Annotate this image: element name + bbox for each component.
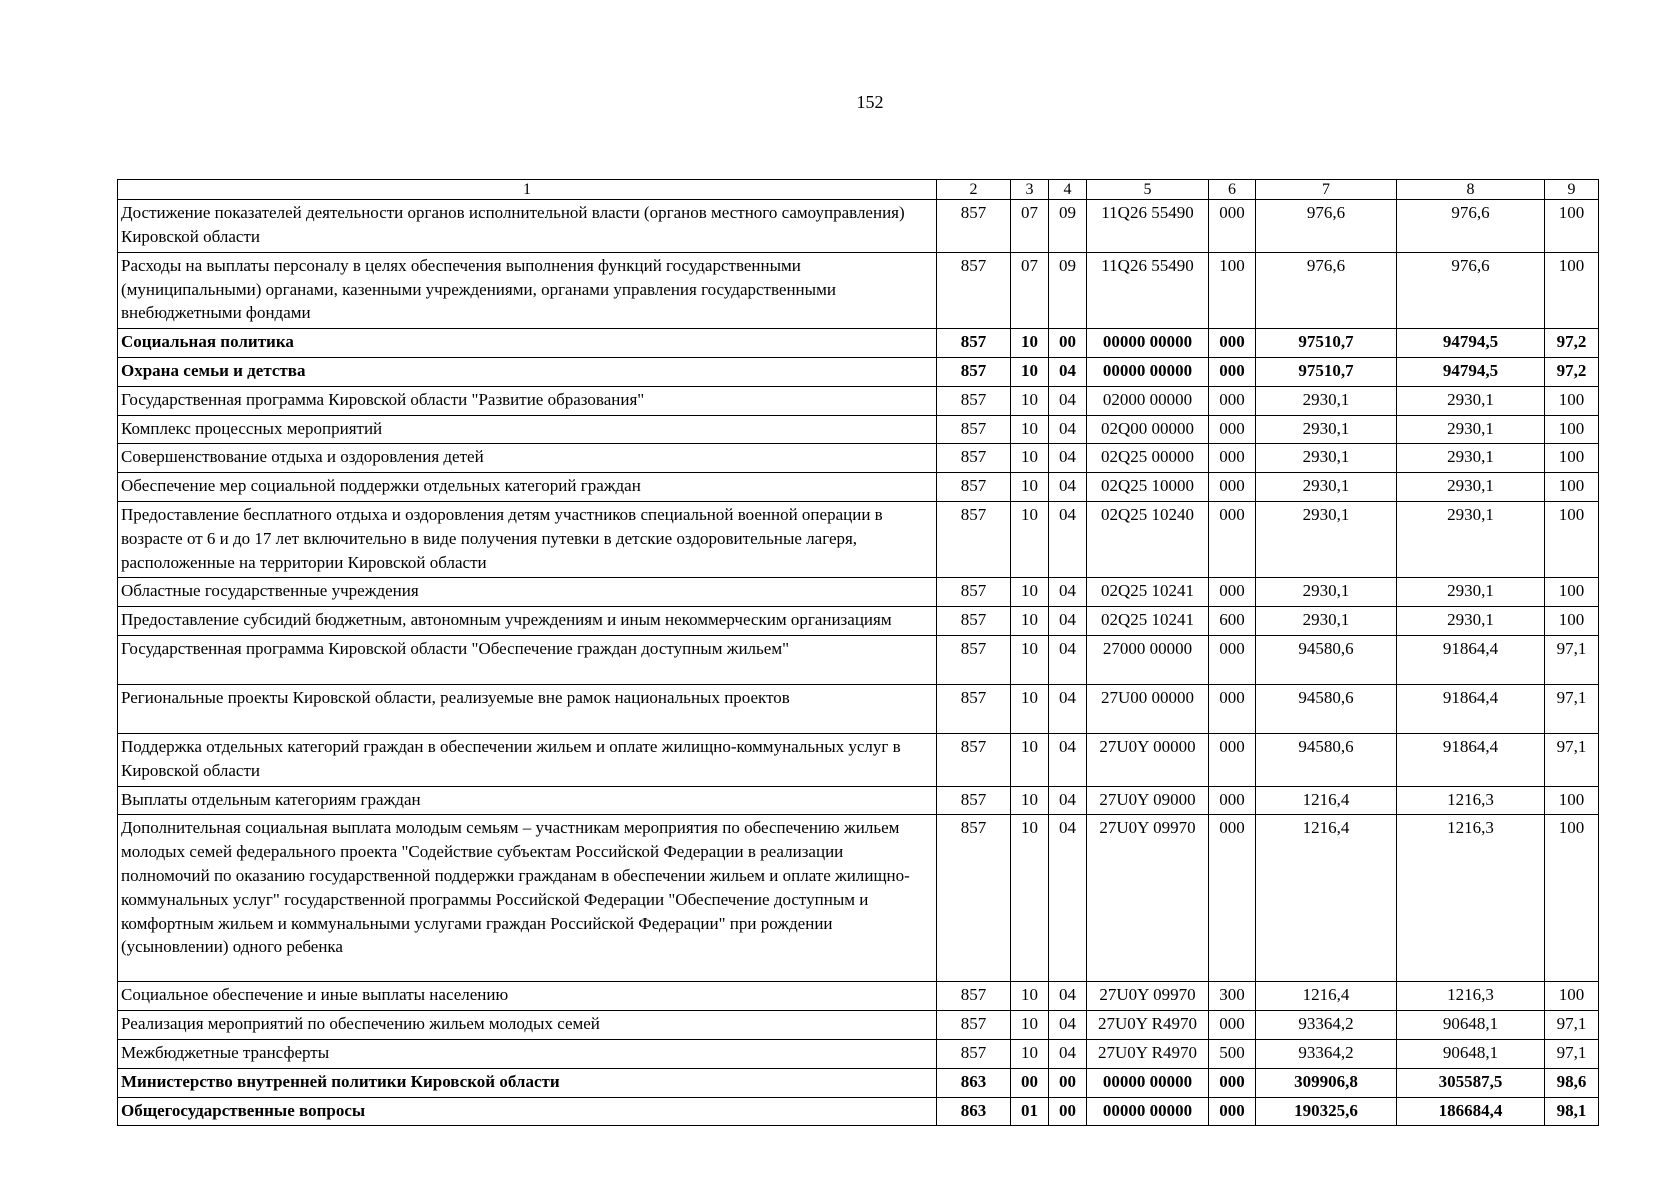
expense-type-cell: 000 [1209, 815, 1256, 982]
subsection-code-cell: 04 [1049, 982, 1087, 1011]
subsection-code-cell: 04 [1049, 473, 1087, 502]
row-name-cell: Общегосударственные вопросы [118, 1097, 937, 1126]
budget-table [117, 179, 1599, 1126]
section-code-cell: 10 [1011, 607, 1049, 636]
table-row [118, 578, 1599, 607]
row-name-cell: Социальное обеспечение и иные выплаты населению [118, 982, 937, 1011]
expense-type-cell: 000 [1209, 200, 1256, 253]
actual-amount-cell: 90648,1 [1397, 1011, 1545, 1040]
percent-executed-cell: 100 [1545, 386, 1599, 415]
actual-amount-cell: 976,6 [1397, 200, 1545, 253]
column-header-5: 5 [1087, 180, 1209, 200]
actual-amount-cell: 305587,5 [1397, 1068, 1545, 1097]
expense-type-cell: 000 [1209, 1068, 1256, 1097]
target-article-cell: 02Q25 00000 [1087, 444, 1209, 473]
section-code-cell: 07 [1011, 252, 1049, 328]
table-row [118, 329, 1599, 358]
table-row [118, 444, 1599, 473]
expense-type-cell: 000 [1209, 1097, 1256, 1126]
subsection-code-cell: 04 [1049, 386, 1087, 415]
section-code-cell: 10 [1011, 684, 1049, 733]
gr-code-cell: 857 [937, 252, 1011, 328]
subsection-code-cell: 04 [1049, 815, 1087, 982]
target-article-cell: 02Q25 10241 [1087, 607, 1209, 636]
row-name-cell: Предоставление бесплатного отдыха и оздоровления детям участников специальной военной операции в возрасте от 6 и до 17 лет включительно в виде получения путевки в детские оздоровительные лагеря, расположенные на территории Кировской области [118, 501, 937, 577]
column-header-4: 4 [1049, 180, 1087, 200]
table-row [118, 733, 1599, 786]
subsection-code-cell: 04 [1049, 578, 1087, 607]
row-name-cell: Совершенствование отдыха и оздоровления детей [118, 444, 937, 473]
column-header-9: 9 [1545, 180, 1599, 200]
column-header-2: 2 [937, 180, 1011, 200]
row-name-cell: Дополнительная социальная выплата молодым семьям – участникам мероприятия по обеспечению жильем молодых семей федерального проекта "Содействие субъектам Российской Федерации в реализации полномочий по оказанию государственной поддержки гражданам в обеспечении жильем и оплате жилищно-коммунальных услуг" государственной программы Российской Федерации "Обеспечение доступным и комфортным жильем и коммунальными услугами граждан Российской Федерации" при рождении (усыновлении) одного ребенка [118, 815, 937, 982]
target-article-cell: 00000 00000 [1087, 1068, 1209, 1097]
target-article-cell: 00000 00000 [1087, 357, 1209, 386]
actual-amount-cell: 94794,5 [1397, 329, 1545, 358]
column-header-8: 8 [1397, 180, 1545, 200]
plan-amount-cell: 2930,1 [1256, 444, 1397, 473]
table-row [118, 473, 1599, 502]
row-name-cell: Охрана семьи и детства [118, 357, 937, 386]
section-code-cell: 01 [1011, 1097, 1049, 1126]
target-article-cell: 02Q25 10240 [1087, 501, 1209, 577]
subsection-code-cell: 04 [1049, 684, 1087, 733]
actual-amount-cell: 2930,1 [1397, 607, 1545, 636]
expense-type-cell: 000 [1209, 733, 1256, 786]
column-header-6: 6 [1209, 180, 1256, 200]
gr-code-cell: 857 [937, 733, 1011, 786]
percent-executed-cell: 98,1 [1545, 1097, 1599, 1126]
row-name-cell: Комплекс процессных мероприятий [118, 415, 937, 444]
table-row [118, 607, 1599, 636]
target-article-cell: 27U0Y R4970 [1087, 1011, 1209, 1040]
expense-type-cell: 000 [1209, 786, 1256, 815]
table-row [118, 415, 1599, 444]
expense-type-cell: 000 [1209, 501, 1256, 577]
plan-amount-cell: 2930,1 [1256, 607, 1397, 636]
section-code-cell: 10 [1011, 415, 1049, 444]
actual-amount-cell: 2930,1 [1397, 444, 1545, 473]
gr-code-cell: 857 [937, 635, 1011, 684]
percent-executed-cell: 100 [1545, 578, 1599, 607]
plan-amount-cell: 94580,6 [1256, 684, 1397, 733]
subsection-code-cell: 04 [1049, 1011, 1087, 1040]
percent-executed-cell: 97,1 [1545, 733, 1599, 786]
gr-code-cell: 857 [937, 357, 1011, 386]
table-row [118, 982, 1599, 1011]
subsection-code-cell: 04 [1049, 357, 1087, 386]
row-name-cell: Обеспечение мер социальной поддержки отдельных категорий граждан [118, 473, 937, 502]
row-name-cell: Предоставление субсидий бюджетным, автономным учреждениям и иным некоммерческим организациям [118, 607, 937, 636]
expense-type-cell: 000 [1209, 357, 1256, 386]
plan-amount-cell: 94580,6 [1256, 733, 1397, 786]
percent-executed-cell: 100 [1545, 415, 1599, 444]
table-row [118, 684, 1599, 733]
table-row [118, 815, 1599, 982]
target-article-cell: 27000 00000 [1087, 635, 1209, 684]
expense-type-cell: 000 [1209, 386, 1256, 415]
actual-amount-cell: 2930,1 [1397, 386, 1545, 415]
plan-amount-cell: 976,6 [1256, 252, 1397, 328]
percent-executed-cell: 100 [1545, 444, 1599, 473]
expense-type-cell: 000 [1209, 1011, 1256, 1040]
target-article-cell: 27U0Y 09970 [1087, 815, 1209, 982]
column-header-1: 1 [118, 180, 937, 200]
target-article-cell: 27U0Y 09000 [1087, 786, 1209, 815]
table-row [118, 1011, 1599, 1040]
column-header-7: 7 [1256, 180, 1397, 200]
percent-executed-cell: 98,6 [1545, 1068, 1599, 1097]
section-code-cell: 10 [1011, 329, 1049, 358]
section-code-cell: 10 [1011, 444, 1049, 473]
section-code-cell: 10 [1011, 786, 1049, 815]
table-row [118, 386, 1599, 415]
section-code-cell: 10 [1011, 815, 1049, 982]
table-row [118, 252, 1599, 328]
gr-code-cell: 857 [937, 501, 1011, 577]
target-article-cell: 02000 00000 [1087, 386, 1209, 415]
target-article-cell: 27U0Y R4970 [1087, 1039, 1209, 1068]
gr-code-cell: 857 [937, 982, 1011, 1011]
subsection-code-cell: 04 [1049, 501, 1087, 577]
percent-executed-cell: 100 [1545, 200, 1599, 253]
table-row [118, 786, 1599, 815]
plan-amount-cell: 97510,7 [1256, 357, 1397, 386]
percent-executed-cell: 100 [1545, 473, 1599, 502]
gr-code-cell: 857 [937, 444, 1011, 473]
table-body [118, 200, 1599, 1126]
expense-type-cell: 000 [1209, 578, 1256, 607]
plan-amount-cell: 2930,1 [1256, 415, 1397, 444]
expense-type-cell: 500 [1209, 1039, 1256, 1068]
percent-executed-cell: 97,1 [1545, 1039, 1599, 1068]
actual-amount-cell: 91864,4 [1397, 635, 1545, 684]
table-row [118, 1039, 1599, 1068]
subsection-code-cell: 04 [1049, 733, 1087, 786]
row-name-cell: Межбюджетные трансферты [118, 1039, 937, 1068]
subsection-code-cell: 04 [1049, 786, 1087, 815]
percent-executed-cell: 97,1 [1545, 684, 1599, 733]
actual-amount-cell: 2930,1 [1397, 473, 1545, 502]
percent-executed-cell: 100 [1545, 607, 1599, 636]
plan-amount-cell: 2930,1 [1256, 578, 1397, 607]
percent-executed-cell: 100 [1545, 252, 1599, 328]
subsection-code-cell: 09 [1049, 252, 1087, 328]
row-name-cell: Министерство внутренней политики Кировской области [118, 1068, 937, 1097]
actual-amount-cell: 976,6 [1397, 252, 1545, 328]
section-code-cell: 10 [1011, 578, 1049, 607]
actual-amount-cell: 1216,3 [1397, 982, 1545, 1011]
expense-type-cell: 100 [1209, 252, 1256, 328]
expense-type-cell: 000 [1209, 473, 1256, 502]
table-row [118, 1068, 1599, 1097]
row-name-cell: Поддержка отдельных категорий граждан в обеспечении жильем и оплате жилищно-коммунальных услуг в Кировской области [118, 733, 937, 786]
plan-amount-cell: 976,6 [1256, 200, 1397, 253]
table-row [118, 501, 1599, 577]
plan-amount-cell: 1216,4 [1256, 786, 1397, 815]
percent-executed-cell: 97,2 [1545, 357, 1599, 386]
plan-amount-cell: 309906,8 [1256, 1068, 1397, 1097]
gr-code-cell: 857 [937, 684, 1011, 733]
gr-code-cell: 857 [937, 473, 1011, 502]
gr-code-cell: 857 [937, 415, 1011, 444]
expense-type-cell: 000 [1209, 444, 1256, 473]
row-name-cell: Реализация мероприятий по обеспечению жильем молодых семей [118, 1011, 937, 1040]
subsection-code-cell: 04 [1049, 1039, 1087, 1068]
subsection-code-cell: 00 [1049, 1068, 1087, 1097]
actual-amount-cell: 94794,5 [1397, 357, 1545, 386]
row-name-cell: Социальная политика [118, 329, 937, 358]
target-article-cell: 27U0Y 09970 [1087, 982, 1209, 1011]
gr-code-cell: 863 [937, 1097, 1011, 1126]
actual-amount-cell: 2930,1 [1397, 578, 1545, 607]
subsection-code-cell: 00 [1049, 329, 1087, 358]
percent-executed-cell: 97,1 [1545, 1011, 1599, 1040]
section-code-cell: 10 [1011, 357, 1049, 386]
row-name-cell: Достижение показателей деятельности органов исполнительной власти (органов местного самоуправления) Кировской области [118, 200, 937, 253]
gr-code-cell: 857 [937, 1039, 1011, 1068]
target-article-cell: 02Q00 00000 [1087, 415, 1209, 444]
row-name-cell: Расходы на выплаты персоналу в целях обеспечения выполнения функций государственными (муниципальными) органами, казенными учреждениями, органами управления государственными внебюджетными фондами [118, 252, 937, 328]
section-code-cell: 10 [1011, 635, 1049, 684]
subsection-code-cell: 04 [1049, 607, 1087, 636]
plan-amount-cell: 1216,4 [1256, 815, 1397, 982]
actual-amount-cell: 90648,1 [1397, 1039, 1545, 1068]
target-article-cell: 27U00 00000 [1087, 684, 1209, 733]
target-article-cell: 27U0Y 00000 [1087, 733, 1209, 786]
row-name-cell: Государственная программа Кировской области "Обеспечение граждан доступным жильем" [118, 635, 937, 684]
section-code-cell: 10 [1011, 982, 1049, 1011]
row-name-cell: Выплаты отдельным категориям граждан [118, 786, 937, 815]
expense-type-cell: 300 [1209, 982, 1256, 1011]
table-row [118, 1097, 1599, 1126]
target-article-cell: 11Q26 55490 [1087, 252, 1209, 328]
expense-type-cell: 000 [1209, 635, 1256, 684]
subsection-code-cell: 04 [1049, 635, 1087, 684]
gr-code-cell: 857 [937, 815, 1011, 982]
actual-amount-cell: 2930,1 [1397, 415, 1545, 444]
plan-amount-cell: 94580,6 [1256, 635, 1397, 684]
actual-amount-cell: 2930,1 [1397, 501, 1545, 577]
section-code-cell: 00 [1011, 1068, 1049, 1097]
table-row [118, 200, 1599, 253]
subsection-code-cell: 04 [1049, 415, 1087, 444]
section-code-cell: 10 [1011, 473, 1049, 502]
row-name-cell: Региональные проекты Кировской области, реализуемые вне рамок национальных проектов [118, 684, 937, 733]
expense-type-cell: 600 [1209, 607, 1256, 636]
expense-type-cell: 000 [1209, 415, 1256, 444]
row-name-cell: Государственная программа Кировской области "Развитие образования" [118, 386, 937, 415]
plan-amount-cell: 2930,1 [1256, 386, 1397, 415]
expense-type-cell: 000 [1209, 684, 1256, 733]
gr-code-cell: 857 [937, 1011, 1011, 1040]
subsection-code-cell: 04 [1049, 444, 1087, 473]
percent-executed-cell: 100 [1545, 501, 1599, 577]
section-code-cell: 10 [1011, 501, 1049, 577]
target-article-cell: 02Q25 10241 [1087, 578, 1209, 607]
table-row [118, 357, 1599, 386]
plan-amount-cell: 93364,2 [1256, 1011, 1397, 1040]
gr-code-cell: 857 [937, 578, 1011, 607]
percent-executed-cell: 97,2 [1545, 329, 1599, 358]
subsection-code-cell: 00 [1049, 1097, 1087, 1126]
row-name-cell: Областные государственные учреждения [118, 578, 937, 607]
percent-executed-cell: 100 [1545, 786, 1599, 815]
section-code-cell: 10 [1011, 1039, 1049, 1068]
percent-executed-cell: 100 [1545, 815, 1599, 982]
gr-code-cell: 857 [937, 386, 1011, 415]
plan-amount-cell: 93364,2 [1256, 1039, 1397, 1068]
page-number: 152 [856, 92, 884, 112]
target-article-cell: 00000 00000 [1087, 1097, 1209, 1126]
actual-amount-cell: 1216,3 [1397, 815, 1545, 982]
percent-executed-cell: 97,1 [1545, 635, 1599, 684]
plan-amount-cell: 2930,1 [1256, 501, 1397, 577]
section-code-cell: 10 [1011, 386, 1049, 415]
section-code-cell: 10 [1011, 733, 1049, 786]
gr-code-cell: 857 [937, 329, 1011, 358]
gr-code-cell: 857 [937, 607, 1011, 636]
gr-code-cell: 857 [937, 786, 1011, 815]
section-code-cell: 10 [1011, 1011, 1049, 1040]
actual-amount-cell: 186684,4 [1397, 1097, 1545, 1126]
actual-amount-cell: 1216,3 [1397, 786, 1545, 815]
target-article-cell: 00000 00000 [1087, 329, 1209, 358]
plan-amount-cell: 2930,1 [1256, 473, 1397, 502]
section-code-cell: 07 [1011, 200, 1049, 253]
header-row [118, 180, 1599, 200]
actual-amount-cell: 91864,4 [1397, 733, 1545, 786]
target-article-cell: 02Q25 10000 [1087, 473, 1209, 502]
target-article-cell: 11Q26 55490 [1087, 200, 1209, 253]
gr-code-cell: 857 [937, 200, 1011, 253]
plan-amount-cell: 1216,4 [1256, 982, 1397, 1011]
plan-amount-cell: 97510,7 [1256, 329, 1397, 358]
percent-executed-cell: 100 [1545, 982, 1599, 1011]
actual-amount-cell: 91864,4 [1397, 684, 1545, 733]
subsection-code-cell: 09 [1049, 200, 1087, 253]
table-row [118, 635, 1599, 684]
column-header-3: 3 [1011, 180, 1049, 200]
gr-code-cell: 863 [937, 1068, 1011, 1097]
expense-type-cell: 000 [1209, 329, 1256, 358]
plan-amount-cell: 190325,6 [1256, 1097, 1397, 1126]
